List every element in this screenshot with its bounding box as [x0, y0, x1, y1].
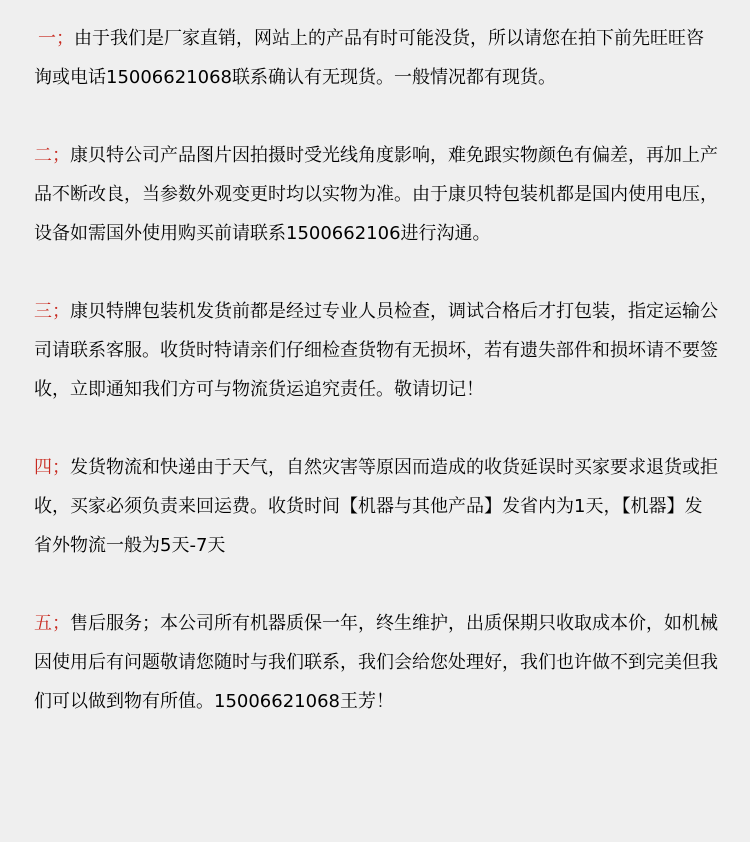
notice-text-3: 康贝特牌包装机发货前都是经过专业人员检查，调试合格后才打包装，指定运输公司请联系客服。收货时特请亲们仔细检查货物有无损坏，若有遗失部件和损坏请不要签收，立即通知我们方可与物流货运追究责任。敬请切记！ — [34, 301, 718, 400]
notice-paragraph-3 — [34, 292, 720, 409]
notice-number-1: 一； — [38, 28, 74, 49]
notice-paragraph-4 — [34, 448, 720, 565]
notice-number-2: 二； — [34, 145, 70, 166]
notice-text-1: 由于我们是厂家直销，网站上的产品有时可能没货，所以请您在拍下前先旺旺咨询或电话15006621068联系确认有无现货。一般情况都有现货。 — [34, 28, 704, 88]
notice-number-4: 四； — [34, 457, 70, 478]
notice-paragraph-2 — [34, 136, 720, 253]
notice-text-5: 售后服务；本公司所有机器质保一年，终生维护，出质保期只收取成本价，如机械因使用后有问题敬请您随时与我们联系，我们会给您处理好，我们也许做不到完美但我们可以做到物有所值。15006621068王芳！ — [34, 613, 718, 712]
notice-number-3: 三； — [34, 301, 70, 322]
notice-paragraph-5 — [34, 604, 720, 721]
notice-text-4: 发货物流和快递由于天气，自然灾害等原因而造成的收货延误时买家要求退货或拒收，买家必须负责来回运费。收货时间【机器与其他产品】发省内为1天，【机器】发省外物流一般为5天-7天 — [34, 457, 718, 556]
notice-text-2: 康贝特公司产品图片因拍摄时受光线角度影响，难免跟实物颜色有偏差，再加上产品不断改良，当参数外观变更时均以实物为准。由于康贝特包装机都是国内使用电压，设备如需国外使用购买前请联系1500662106进行沟通。 — [34, 145, 718, 244]
notice-paragraph-1 — [34, 19, 720, 97]
notice-number-5: 五； — [34, 613, 70, 634]
